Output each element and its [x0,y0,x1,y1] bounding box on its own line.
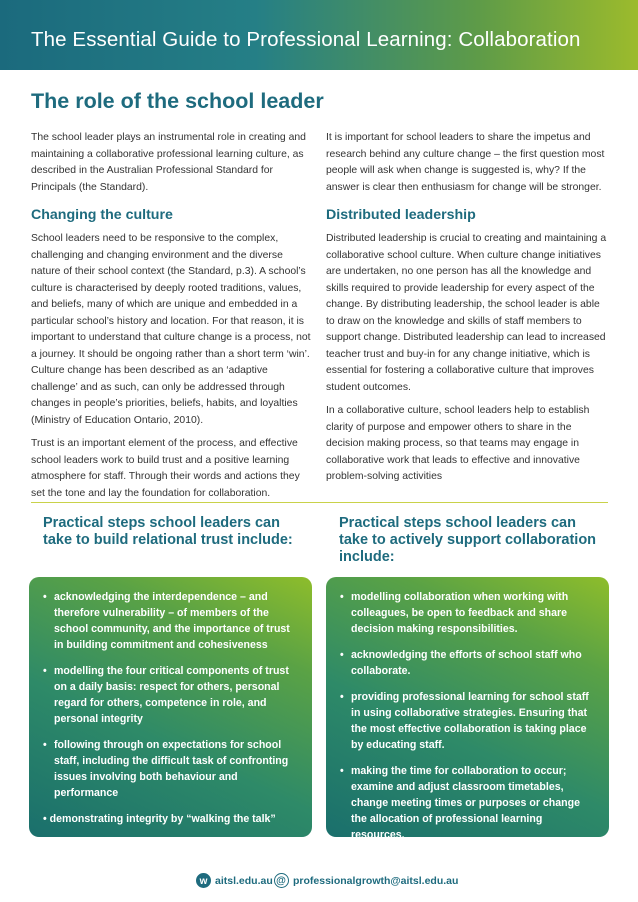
body-paragraph: School leaders need to be responsive to the complex, challenging and changing environment and the diverse nature of their school context (the Standard, p.3). A school’s culture is characterised by deeply rooted traditions, values, and beliefs, many of which are unique and embedded in a particular school’s history and location. For that reason, it is important to understand that culture change is a process, not a journey. It should be ongoing rather than a short term ‘win’. Culture change has been described as an ‘adaptive challenge’ and as such, can only be addressed through changes in people’s priorities, beliefs, habits, and loyalties (Ministry of Education Ontario, 2010). [31,233,311,426]
website-text: aitsl.edu.au [215,874,273,887]
list-item [43,663,298,727]
list-item [340,689,595,753]
page-title: The role of the school leader [31,89,324,113]
body-paragraph: In a collaborative culture, school leaders help to establish clarity of purpose and empower others to share in the decision making process, so that teams may engage in collaborative work that leads to effective and innovative problem-solving activities [326,405,590,482]
website-link[interactable] [196,873,273,888]
website-icon-glyph: w [199,876,208,887]
bullet-icon: • [43,665,47,677]
email-link[interactable] [274,873,458,888]
list-item-text: making the time for collaboration to occur; examine and adjust classroom timetables, change meeting times or purposes or change the allocation of professional learning resources. [351,765,580,841]
trust-steps-box [29,577,312,848]
list-item-text: acknowledging the efforts of school staff who collaborate. [351,649,582,677]
collab-box-heading: Practical steps school leaders can take to actively support collaboration include: [339,515,597,565]
list-item [340,763,595,843]
list-item-text: providing professional learning for school staff in using collaborative strategies. Ensuring that the most effective collaboration is taking place by educating staff. [351,691,589,751]
header-banner [0,0,638,70]
email-text: professionalgrowth@aitsl.edu.au [293,874,459,887]
bullet-icon: • [340,765,344,777]
intro-paragraph: The school leader plays an instrumental role in creating and maintaining a collaborative professional learning culture, as described in the Australian Professional Standard for Principals (the Standard). [31,132,306,193]
bullet-icon: • [43,591,47,603]
bullet-icon: • [43,739,47,751]
collab-steps-list [340,589,595,843]
bullet-icon: • [340,691,344,703]
intro-paragraph: It is important for school leaders to share the impetus and research behind any culture change – the first question most people will ask when change is suggested is, why? If the answer is clear then enthusiasm for change will be stronger. [326,132,605,193]
section-heading-distributed-leadership: Distributed leadership [326,207,476,223]
list-item-text: acknowledging the interdependence – and therefore vulnerability – of members of the school community, and the importance of trust in building commitment and cohesiveness [54,591,290,651]
footer [0,873,638,889]
section-heading-changing-culture: Changing the culture [31,207,173,223]
banner-title: The Essential Guide to Professional Learning: Collaboration [31,28,581,51]
section-divider [31,502,608,503]
email-icon [274,873,289,888]
list-item [340,647,595,679]
trust-box-heading: Practical steps school leaders can take to build relational trust include: [43,515,293,548]
list-item-text: following through on expectations for school staff, including the difficult task of confronting issues involving both behaviour and performance [54,739,289,799]
list-item-text: demonstrating integrity by “walking the talk” [49,813,276,825]
citation: (Ministry of Education Ontario, 2010) [43,837,206,848]
bullet-icon: • [340,649,344,661]
list-item [43,737,298,801]
collab-steps-box [326,577,609,841]
right-column [326,130,610,493]
list-item-text: modelling collaboration when working with colleagues, be open to feedback and share decision making responsibilities. [351,591,569,635]
list-item-text: modelling the four critical components of trust on a daily basis: respect for others, personal regard for others, competence in role, and personal integrity [54,665,289,725]
email-icon-glyph: @ [276,875,286,886]
website-icon [196,873,211,888]
list-item [43,811,298,827]
list-item [340,589,595,637]
body-paragraph: Distributed leadership is crucial to creating and maintaining a collaborative school culture. When culture change initiatives are undertaken, no one person has all the knowledge and skills required to provide leadership for every aspect of the change. By distributing leadership, the school leader is able to draw on the knowledge and skills of staff members to support change. Distributed leadership can lead to increased teacher trust and buy-in for any change initiative, which is essential for fostering a collaborative culture that improves student outcomes. [326,233,607,393]
bullet-icon: • [43,813,47,825]
bullet-icon: • [340,591,344,603]
list-item [43,589,298,653]
trust-steps-list [43,589,298,827]
left-column [31,130,313,509]
body-paragraph: Trust is an important element of the process, and effective school leaders work to build trust and a positive learning atmosphere for staff. Through their words and actions they set the tone and lay the foundation for collaboration. [31,438,300,499]
